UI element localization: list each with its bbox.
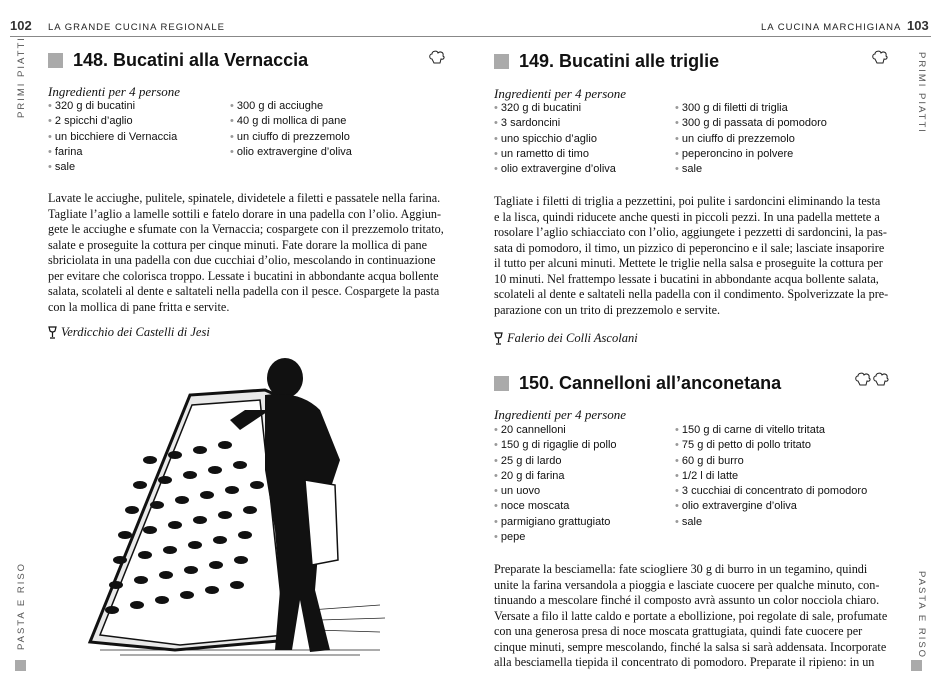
wine-name: Falerio dei Colli Ascolani	[507, 331, 638, 345]
text-line: parazione con un trito di prezzemolo e servite.	[494, 302, 721, 317]
recipe-148-instructions	[48, 191, 448, 315]
recipe-149-instructions	[494, 194, 896, 318]
ingredient: • sale	[48, 160, 228, 175]
ingredient: • 150 g di rigaglie di pollo	[494, 438, 674, 453]
title-marker	[494, 376, 509, 391]
recipe-148-title-text: 148. Bucatini alla Vernaccia	[73, 50, 309, 70]
ingredient: • pepe	[494, 530, 674, 545]
text-line: Tagliate i filetti di triglia a pezzettini, poi pulite i sardoncini eliminando la testa	[494, 194, 881, 208]
recipe-149-title-text: 149. Bucatini alle triglie	[519, 51, 720, 71]
ingredient: • 1/2 l di latte	[675, 469, 905, 484]
ingredient: • 75 g di petto di pollo tritato	[675, 438, 905, 453]
text-line: Tagliate l’aglio a lamelle sottili e fatelo dorare in una padella con l’olio. Aggiun-	[48, 206, 442, 221]
recipe-149-title	[494, 51, 719, 72]
recipe-150-title	[494, 373, 781, 394]
title-marker	[48, 53, 63, 68]
text-line: tinuando a mescolare finché il composto avrà assunto un color nocciola chiaro.	[494, 593, 880, 607]
text-line: e la lisca, quindi riducete anche questi in piccoli pezzi. In una padella mettete a	[494, 209, 880, 224]
text-line: scolateli al dente e saltateli nella padella con il condimento. Spolverizzate la pre-	[494, 287, 889, 301]
text-line: Lavate le acciughe, pulitele, spinatele, dividetele a filetti e passatele nella farina.	[48, 191, 441, 205]
recipe-150-instructions	[494, 562, 896, 671]
side-label-bottom-right: PASTA E RISO	[916, 571, 927, 660]
ingredient: • parmigiano grattugiato	[494, 515, 674, 530]
ingredient: • uno spicchio d’aglio	[494, 132, 674, 147]
ingredient: • olio extravergine d’oliva	[230, 145, 430, 160]
ingredient: • 20 g di farina	[494, 469, 674, 484]
ingredients-col2-150	[675, 423, 905, 530]
text-line: Preparate la besciamella: fate sciogliere 30 g di burro in un tegamino, quindi	[494, 562, 868, 576]
header-rule-left	[10, 36, 471, 37]
page-number-right: 103	[907, 18, 929, 33]
text-line: cinque minuti, sempre mescolando, finché la salsa si sarà addensata. Incorporate	[494, 639, 887, 654]
ingredient: • 3 cucchiai di concentrato di pomodoro	[675, 484, 905, 499]
wine-glass-icon	[48, 326, 57, 339]
ingredient: • 300 g di acciughe	[230, 99, 430, 114]
chef-hat-icon	[871, 50, 889, 68]
wine-pairing-148	[48, 325, 210, 340]
page-number-left: 102	[10, 18, 32, 33]
chef-hat-icon	[428, 50, 446, 68]
text-line: Versate a filo il latte caldo e portate a ebollizione, poi regolate di sale, profumate	[494, 608, 888, 623]
ingredient: • 40 g di mollica di pane	[230, 114, 430, 129]
recipe-150-title-text: 150. Cannelloni all’anconetana	[519, 373, 782, 393]
ingredient: • un uovo	[494, 484, 674, 499]
ingredient: • sale	[675, 162, 895, 177]
ingredient: • un rametto di timo	[494, 147, 674, 162]
ingredients-col1-149	[494, 101, 674, 177]
text-line: sata di pomodoro, il timo, un pizzico di peperoncino e il sale; lasciate insaporire	[494, 240, 885, 255]
ingredient: • un ciuffo di prezzemolo	[230, 130, 430, 145]
ingredient: • 300 g di filetti di triglia	[675, 101, 895, 116]
text-line: il tutto per alcuni minuti. Mettete le triglie nella salsa e proseguite la cottura per	[494, 256, 883, 270]
ingredients-col2-149	[675, 101, 895, 177]
text-line: sbriciolata in una padella con due cucchiai d’olio, mescolando in continuazione	[48, 253, 436, 267]
text-line: rosolare l’aglio schiacciato con l’olio, aggiungete i pezzetti di sardoncini, la pas-	[494, 225, 887, 239]
ingredient: • olio extravergine d’oliva	[675, 499, 905, 514]
ingredient: • 2 spicchi d’aglio	[48, 114, 228, 129]
text-line: con la mollica di pane fritta e servite.	[48, 299, 230, 314]
header-rule-right	[471, 36, 931, 37]
ingredient: • peperoncino in polvere	[675, 147, 895, 162]
ingredient: • 320 g di bucatini	[494, 101, 674, 116]
text-line: salate e proseguite la cottura per cinque minuti. Fate dorare la mollica di pane	[48, 237, 428, 252]
ingredient: • 300 g di passata di pomodoro	[675, 116, 895, 131]
text-line: 10 minuti. Nel frattempo lessate i bucatini in abbondante acqua bollente salata,	[494, 271, 879, 286]
right-page	[471, 0, 942, 700]
ingredient: • 25 g di lardo	[494, 454, 674, 469]
ingredient: • 60 g di burro	[675, 454, 905, 469]
two-chef-hats-icon	[854, 372, 890, 390]
running-head-left: LA GRANDE CUCINA REGIONALE	[48, 22, 225, 33]
text-line: salata, scolateli al dente e saltateli nella padella con il pesce. Cospargete la pasta	[48, 284, 440, 298]
ingredient: • 20 cannelloni	[494, 423, 674, 438]
ingredient: • farina	[48, 145, 228, 160]
ingredients-col2-148	[230, 99, 430, 160]
ingredient: • noce moscata	[494, 499, 674, 514]
ingredient: • 320 g di bucatini	[48, 99, 228, 114]
ingredient: • olio extravergine d’oliva	[494, 162, 674, 177]
text-line: gete le acciughe e sfumate con la Vernaccia; cospargete con il prezzemolo tritato,	[48, 222, 444, 236]
ingredients-col1-150	[494, 423, 674, 545]
wine-glass-icon	[494, 332, 503, 345]
wine-name: Verdicchio dei Castelli di Jesi	[61, 325, 210, 339]
title-marker	[494, 54, 509, 69]
text-line: unite la farina versandola a pioggia e lasciate cuocere per qualche minuto, con-	[494, 577, 880, 592]
recipe-148-title	[48, 50, 308, 71]
side-label-top-left: PRIMI PIATTI	[16, 36, 27, 118]
ingredients-heading-149: Ingredienti per 4 persone	[494, 86, 627, 101]
text-line: alla besciamella tiepida il concentrato di pomodoro. Preparate il ripieno: in un	[494, 655, 875, 669]
ingredients-col1-148	[48, 99, 228, 175]
side-label-top-right: PRIMI PIATTI	[916, 52, 927, 134]
side-label-bottom-left: PASTA E RISO	[16, 561, 27, 650]
wine-pairing-149	[494, 331, 638, 346]
side-marker-left	[15, 660, 26, 671]
ingredients-heading-150: Ingredienti per 4 persone	[494, 407, 627, 422]
side-marker-right	[911, 660, 922, 671]
ingredient: • 150 g di carne di vitello tritata	[675, 423, 905, 438]
ingredient: • un ciuffo di prezzemolo	[675, 132, 895, 147]
running-head-right: LA CUCINA MARCHIGIANA	[761, 22, 902, 33]
text-line: per evitare che colorisca troppo. Lessate i bucatini in abbondante acqua bollente	[48, 268, 439, 283]
ingredient: • sale	[675, 515, 905, 530]
text-line: con una generosa presa di noce moscata grattugiata, quindi fate cuocere per	[494, 624, 863, 638]
ingredient: • 3 sardoncini	[494, 116, 674, 131]
ingredients-heading-148: Ingredienti per 4 persone	[48, 84, 181, 99]
wine-rack-engraving	[80, 350, 410, 670]
ingredient: • un bicchiere di Vernaccia	[48, 130, 228, 145]
